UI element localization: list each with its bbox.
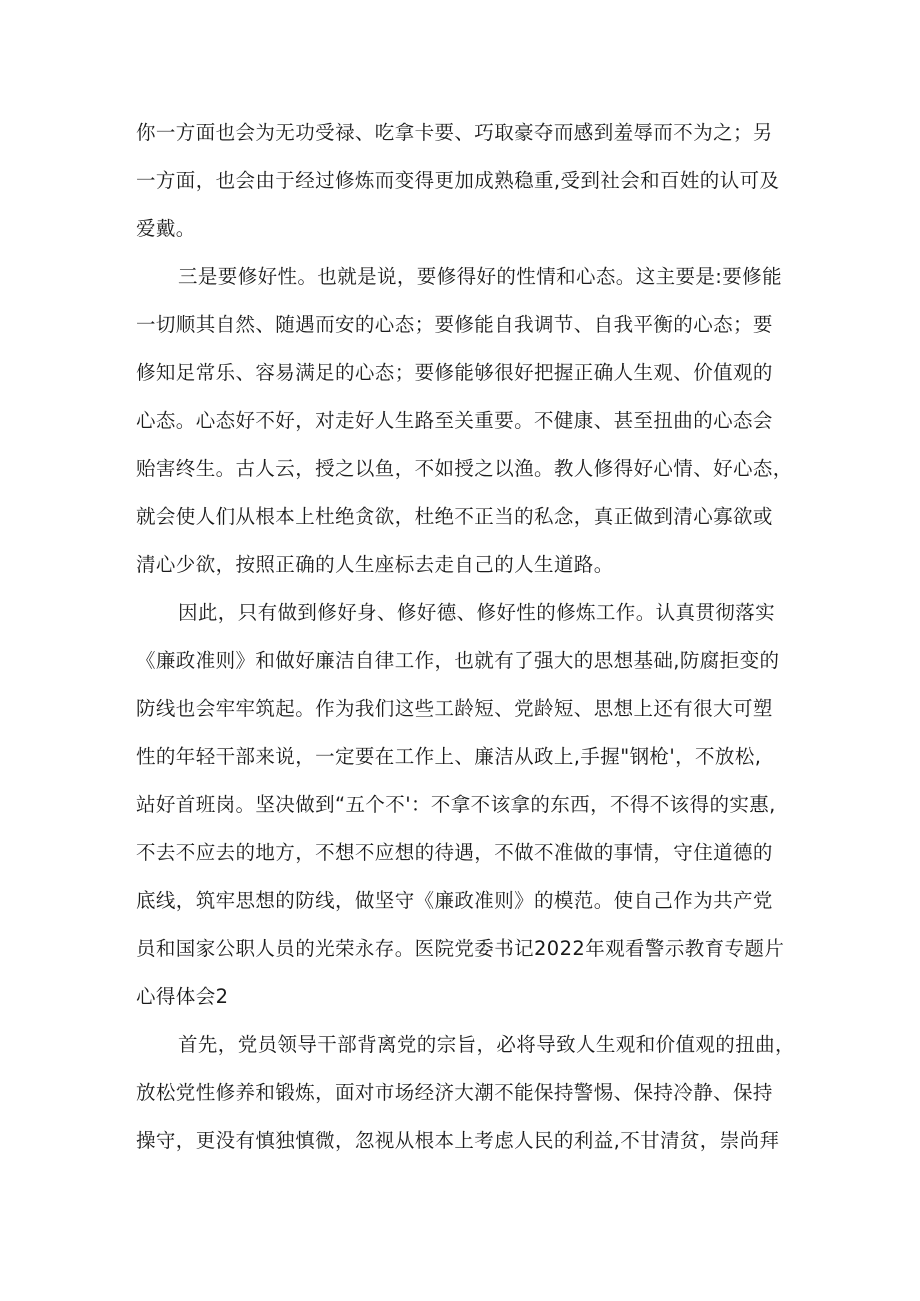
paragraph-3-line-6: 不去不应去的地方，不想不应想的待遇，不做不准做的事情，守住道德的 (136, 841, 773, 864)
paragraph-3-line-3: 防线也会牢牢筑起。作为我们这些工龄短、党龄短、思想上还有很大可塑 (136, 697, 773, 720)
paragraph-2-line-6: 就会使人们从根本上杜绝贪欲，杜绝不正当的私念，真正做到清心寡欲或 (136, 505, 773, 528)
paragraph-2-line-3: 修知足常乐、容易满足的心态；要修能够很好把握正确人生观、价值观的 (136, 361, 773, 384)
paragraph-3-line-2: 《廉政准则》和做好廉洁自律工作，也就有了强大的思想基础,防腐拒变的 (136, 649, 780, 672)
paragraph-3-line-9: 心得体会2 (136, 985, 229, 1008)
paragraph-4-line-2: 放松党性修养和锻炼，面对市场经济大潮不能保持警惕、保持冷静、保持 (136, 1081, 773, 1104)
paragraph-1-line-2: 一方面，也会由于经过修炼而变得更加成熟稳重,受到社会和百姓的认可及 (136, 169, 780, 192)
paragraph-2-line-7: 清心少欲，按照正确的人生座标去走自己的人生道路。 (136, 553, 614, 576)
paragraph-4-line-3: 操守，更没有慎独慎微，忽视从根本上考虑人民的利益,不甘清贫，崇尚拜 (136, 1129, 780, 1152)
paragraph-3-line-7: 底线，筑牢思想的防线，做坚守《廉政准则》的模范。使自己作为共产党 (136, 889, 773, 912)
paragraph-2-line-1: 三是要修好性。也就是说，要修得好的性情和心态。这主要是:要修能 (178, 265, 782, 288)
paragraph-2-line-5: 贻害终生。古人云，授之以鱼，不如授之以渔。教人修得好心情、好心态， (136, 457, 793, 480)
paragraph-3-line-8: 员和国家公职人员的光荣永存。医院党委书记2022年观看警示教育专题片 (136, 937, 785, 960)
paragraph-3-line-5: 站好首班岗。坚决做到“五个不'：不拿不该拿的东西，不得不该得的实惠, (136, 793, 776, 816)
paragraph-1-line-1: 你一方面也会为无功受禄、吃拿卡要、巧取豪夺而感到羞辱而不为之；另 (136, 121, 773, 144)
paragraph-1-line-3: 爱戴。 (136, 217, 196, 240)
paragraph-3-line-1: 因此，只有做到修好身、修好德、修好性的修炼工作。认真贯彻落实 (178, 601, 776, 624)
paragraph-4-line-1: 首先，党员领导干部背离党的宗旨，必将导致人生观和价值观的扭曲， (178, 1033, 795, 1056)
paragraph-2-line-2: 一切顺其自然、随遇而安的心态；要修能自我调节、自我平衡的心态；要 (136, 313, 773, 336)
paragraph-3-line-4: 性的年轻干部来说，一定要在工作上、廉洁从政上,手握"钢枪'，不放松, (136, 745, 762, 768)
paragraph-2-line-4: 心态。心态好不好，对走好人生路至关重要。不健康、甚至扭曲的心态会 (136, 409, 773, 432)
